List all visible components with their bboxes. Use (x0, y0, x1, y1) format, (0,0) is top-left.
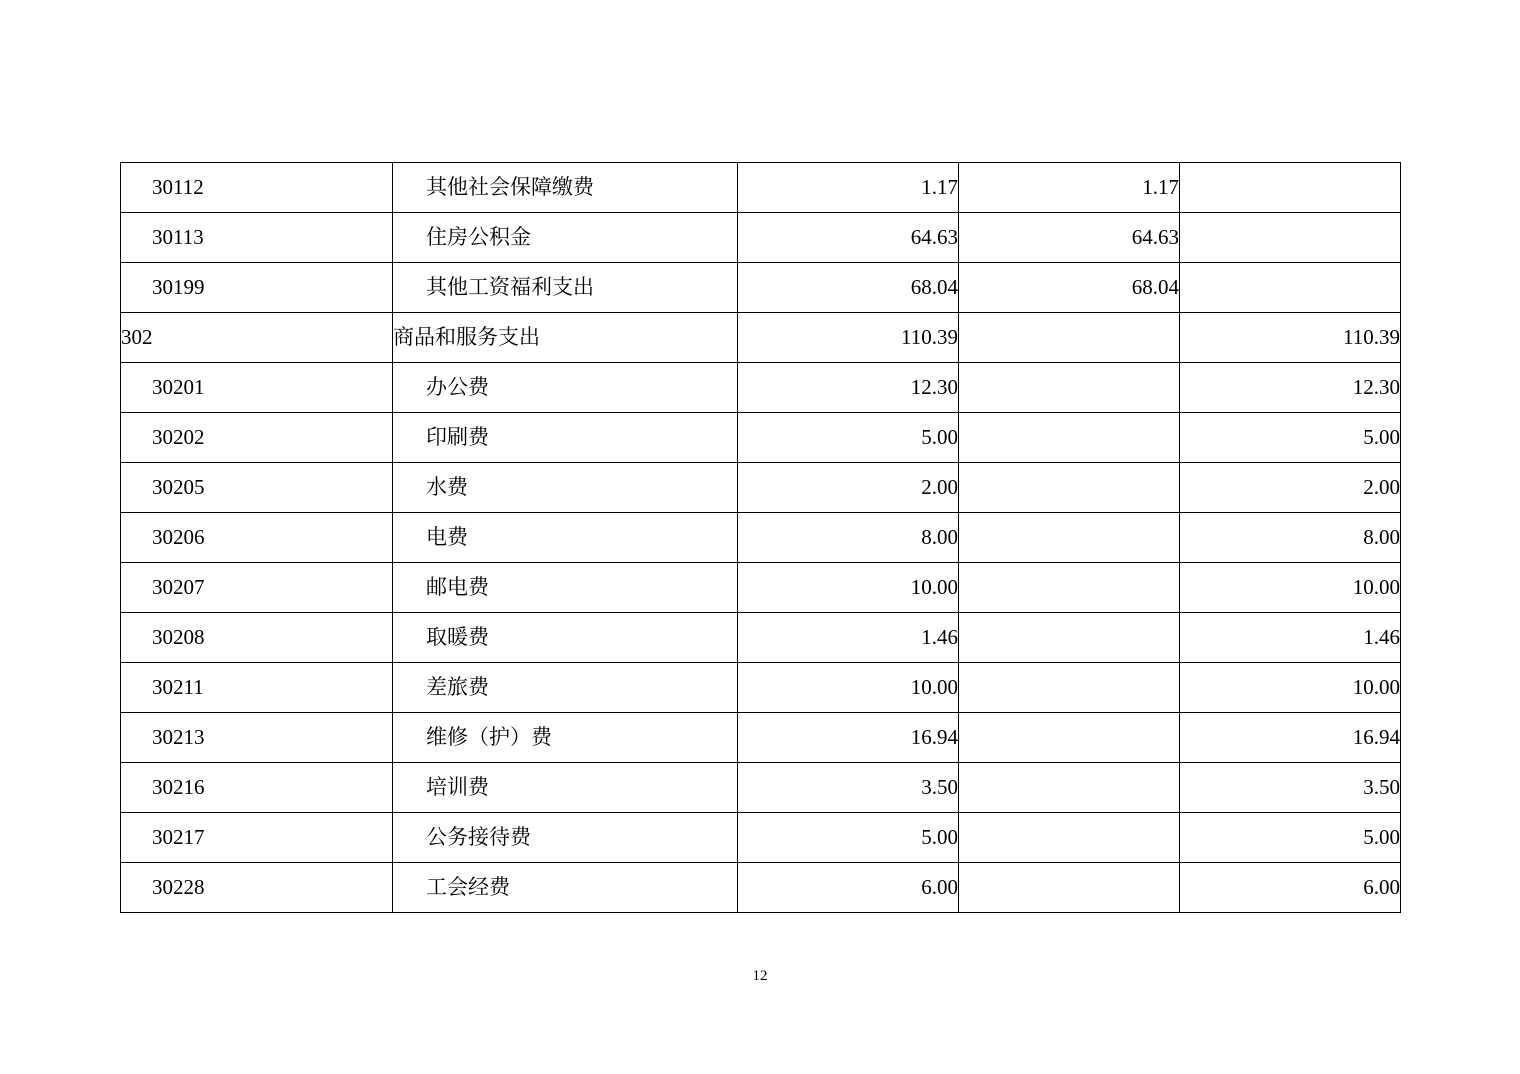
basic-expenditure-cell (959, 663, 1180, 713)
basic-expenditure-cell: 64.63 (959, 213, 1180, 263)
account-code-cell: 30112 (121, 163, 393, 213)
table-row (121, 713, 1401, 763)
account-code-cell: 30217 (121, 813, 393, 863)
basic-expenditure-cell (959, 813, 1180, 863)
account-name-cell: 办公费 (393, 363, 738, 413)
account-name-cell: 工会经费 (393, 863, 738, 913)
account-code-cell: 30213 (121, 713, 393, 763)
project-expenditure-cell: 12.30 (1180, 363, 1401, 413)
table-row (121, 563, 1401, 613)
basic-expenditure-cell (959, 463, 1180, 513)
account-code-cell: 30206 (121, 513, 393, 563)
expenditure-table (120, 162, 1401, 913)
total-amount-cell: 10.00 (738, 563, 959, 613)
table-row (121, 363, 1401, 413)
account-code-cell: 30207 (121, 563, 393, 613)
basic-expenditure-cell (959, 413, 1180, 463)
account-name-cell: 公务接待费 (393, 813, 738, 863)
account-name-cell: 印刷费 (393, 413, 738, 463)
total-amount-cell: 16.94 (738, 713, 959, 763)
page-number: 12 (752, 968, 768, 984)
account-name-cell: 电费 (393, 513, 738, 563)
basic-expenditure-cell (959, 563, 1180, 613)
table-row (121, 163, 1401, 213)
table-body (121, 163, 1401, 913)
total-amount-cell: 64.63 (738, 213, 959, 263)
total-amount-cell: 2.00 (738, 463, 959, 513)
table-row (121, 863, 1401, 913)
account-code-cell: 30211 (121, 663, 393, 713)
table-row (121, 213, 1401, 263)
basic-expenditure-cell (959, 613, 1180, 663)
table-row (121, 813, 1401, 863)
project-expenditure-cell: 110.39 (1180, 313, 1401, 363)
account-name-cell: 邮电费 (393, 563, 738, 613)
account-name-cell: 住房公积金 (393, 213, 738, 263)
project-expenditure-cell: 3.50 (1180, 763, 1401, 813)
basic-expenditure-cell (959, 713, 1180, 763)
account-code-cell: 30202 (121, 413, 393, 463)
account-code-cell: 30228 (121, 863, 393, 913)
account-code-cell: 30113 (121, 213, 393, 263)
account-code-cell: 30216 (121, 763, 393, 813)
account-name-cell: 培训费 (393, 763, 738, 813)
total-amount-cell: 110.39 (738, 313, 959, 363)
account-name-cell: 其他工资福利支出 (393, 263, 738, 313)
account-name-cell: 商品和服务支出 (393, 313, 738, 363)
total-amount-cell: 6.00 (738, 863, 959, 913)
account-name-cell: 取暖费 (393, 613, 738, 663)
project-expenditure-cell (1180, 163, 1401, 213)
account-name-cell: 水费 (393, 463, 738, 513)
project-expenditure-cell: 8.00 (1180, 513, 1401, 563)
table-row (121, 313, 1401, 363)
total-amount-cell: 8.00 (738, 513, 959, 563)
project-expenditure-cell (1180, 213, 1401, 263)
total-amount-cell: 5.00 (738, 413, 959, 463)
total-amount-cell: 3.50 (738, 763, 959, 813)
basic-expenditure-cell (959, 863, 1180, 913)
total-amount-cell: 10.00 (738, 663, 959, 713)
project-expenditure-cell: 5.00 (1180, 413, 1401, 463)
account-code-cell: 30205 (121, 463, 393, 513)
account-code-cell: 30199 (121, 263, 393, 313)
total-amount-cell: 5.00 (738, 813, 959, 863)
table-row (121, 413, 1401, 463)
project-expenditure-cell: 1.46 (1180, 613, 1401, 663)
project-expenditure-cell (1180, 263, 1401, 313)
table-row (121, 263, 1401, 313)
basic-expenditure-cell: 68.04 (959, 263, 1180, 313)
account-code-cell: 30201 (121, 363, 393, 413)
table-row (121, 513, 1401, 563)
table-row (121, 463, 1401, 513)
project-expenditure-cell: 5.00 (1180, 813, 1401, 863)
basic-expenditure-cell (959, 513, 1180, 563)
project-expenditure-cell: 6.00 (1180, 863, 1401, 913)
table-row (121, 613, 1401, 663)
total-amount-cell: 12.30 (738, 363, 959, 413)
account-code-cell: 302 (121, 313, 393, 363)
account-code-cell: 30208 (121, 613, 393, 663)
total-amount-cell: 1.46 (738, 613, 959, 663)
account-name-cell: 维修（护）费 (393, 713, 738, 763)
project-expenditure-cell: 10.00 (1180, 563, 1401, 613)
project-expenditure-cell: 16.94 (1180, 713, 1401, 763)
project-expenditure-cell: 10.00 (1180, 663, 1401, 713)
project-expenditure-cell: 2.00 (1180, 463, 1401, 513)
table-row (121, 663, 1401, 713)
account-name-cell: 其他社会保障缴费 (393, 163, 738, 213)
total-amount-cell: 68.04 (738, 263, 959, 313)
account-name-cell: 差旅费 (393, 663, 738, 713)
basic-expenditure-cell (959, 763, 1180, 813)
total-amount-cell: 1.17 (738, 163, 959, 213)
basic-expenditure-cell: 1.17 (959, 163, 1180, 213)
table-row (121, 763, 1401, 813)
basic-expenditure-cell (959, 313, 1180, 363)
basic-expenditure-cell (959, 363, 1180, 413)
